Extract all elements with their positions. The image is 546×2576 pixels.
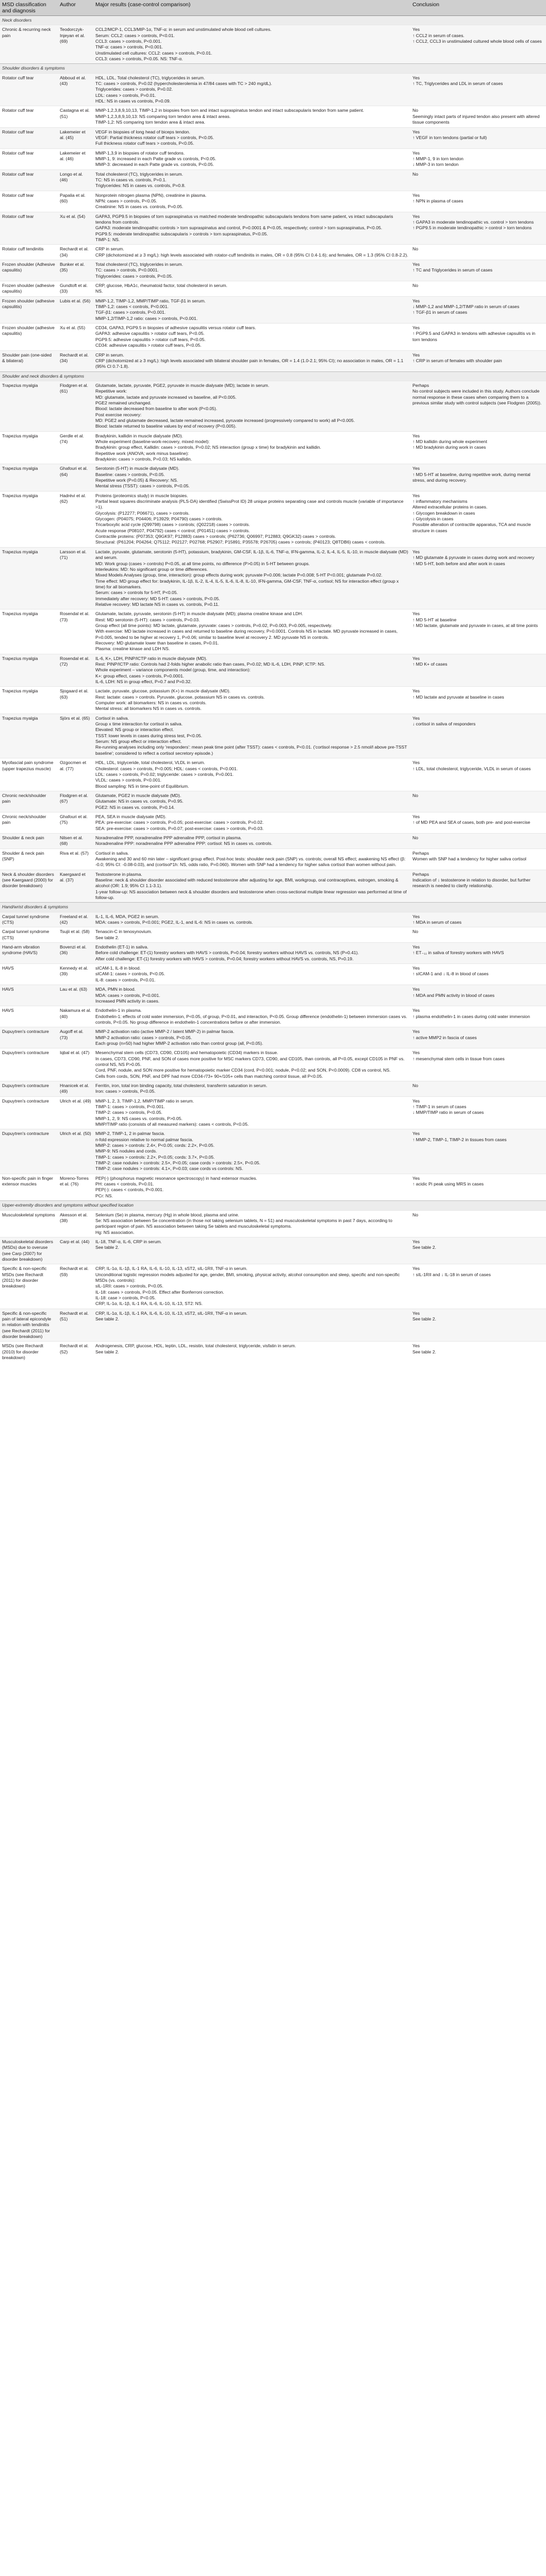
cell-results: sICAM-1, IL-8 in blood. sICAM-1: cases > controls, P<0.05. IL-8: cases > controls, P<0.01. [93,964,410,985]
section-row [0,371,546,381]
cell-conclusion: Yes ↑ MDA in serum of cases [410,912,546,927]
table-row [0,431,546,464]
cell-results: Serotonin (5-HT) in muscle dialysate (MD). Baseline: cases > controls, P<0.05. Repetitive work (P=0.05) & Recovery: NS. Mental stress (TSST): cases > controls, P<0.05. [93,464,410,491]
cell-conclusion: Yes ↑ MMP-2, TIMP-1, TIMP-2 in tissues from cases [410,1129,546,1174]
cell-classification: Myofascial pain syndrome (upper trapezius muscle) [0,758,58,791]
cell-classification: Rotator cuff tear [0,73,58,106]
cell-results: CRP in serum. CRP (dichotomized at ≥ 3 mg/L): high levels associated with bilateral shoulder pain in females, OR = 1.4 (1.0-2.1; 95% CI); no association in males, OR = 1.1 (95% CI 0.7-1.8). [93,350,410,371]
cell-author: Lau et al. (63) [58,985,93,1006]
cell-classification: Frozen shoulder (adhesive capsulitis) [0,324,58,350]
cell-results: CRP, glucose, HbA1c, rheumatoid factor, total cholesterol in serum. NS. [93,281,410,297]
cell-classification: Rotator cuff tear [0,127,58,148]
cell-results: Noradrenaline PPP, noradrenaline PPP adrenaline PPP, cortisol in plasma. Noradrenaline PPP: noradrenaline PPP adrenaline PPP: cortisol: NS in cases vs. controls. [93,833,410,849]
header-author: Author [58,0,93,16]
cell-author: Carp et al. (44) [58,1237,93,1264]
cell-classification: Trapezius myalgia [0,464,58,491]
cell-results: IL-1, IL-6, MDA, PGE2 in serum. MDA: cases > controls, P<0.001; PGE2, IL-1, and IL-6: NS in cases vs. controls. [93,912,410,927]
cell-classification: Musculoskeletal disorders (MSDs) due to overuse (see Carp (2007) for disorder breakdown) [0,1237,58,1264]
table-row [0,1342,546,1363]
cell-results: HDL, LDL, triglyceride, total cholesterol, VLDL in serum. Cholesterol: cases > controls, P<0.005; HDL: cases < controls, P<0.001. LDL: cases > controls, P=0.02; triglyceride: cases > controls, P=0.001. VLDL: cases > controls, P<0.001. Blood sampling: NS in time-point of Equilibrium. [93,758,410,791]
table-row [0,281,546,297]
cell-results: Proteins (proteomics study) in muscle biopsies. Partial least squares discriminate analysis (PLS-DA) identified (SwissProt ID) 28 unique proteins separating case and controls muscle (variable of importance >1). Glycolysis: (P12277; P06671), cases > controls. Glycogen: (P04075; P04406; P13929; P04790) cases > controls. Tricarboxylic acid cycle (Q99798) cases > controls; (Q02218) cases > controls. Acute response (P08107, P04792) cases < control; (P01451) cases > controls. Contractile proteins: (P07353; Q9GK97; P12883) cases > controls; (P62736; Q06997; P12883; Q9GK32) cases > controls. Structural: (P61204; P04264; Q75112; P02127; P02768; P52907; P15891; P35578; P26705) cases > controls; (P40123; Q8TDB6) cases < controls. [93,491,410,547]
cell-conclusion: Yes ↑ inflammatory mechanisms Altered extracellular proteins in cases. ↑ Glycogen breakdown in cases ↓ Glycolysis in cases Possible alteration of contractile apparatus, TCA and muscle structure in cases [410,491,546,547]
table-row [0,464,546,491]
cell-classification: Chronic & recurring neck pain [0,25,58,64]
cell-author: Teodorczyk-Injeyan et al. (69) [58,25,93,64]
table-row [0,833,546,849]
cell-classification: Dupuytren's contracture [0,1027,58,1048]
cell-results: CD34, GAPA3, PGP9.5 in biopsies of adhesive capsulitis versus rotator cuff tears. GAPA3: adhesive capsulitis > rotator cuff tears, P<0.05. PGP9.5: adhesive capsulitis > rotator cuff tears, P<0.05. CD34: adhesive capsulitis > rotator cuff tears, P<0.05. [93,324,410,350]
cell-author: Rechardt et al. (52) [58,1342,93,1363]
cell-classification: Shoulder pain (one-sided & bilateral) [0,350,58,371]
cell-results: MDA, PMN in blood. MDA: cases > controls, P<0.001. Increased PMN activity in cases. [93,985,410,1006]
cell-results: Glutamate, lactate, pyruvate, serotonin (5-HT) in muscle dialysate (MD); plasma creatine kinase and LDH. Rest: MD serotonin (5-HT): cases > controls, P=0.03. Group effect (all time points): MD lactate, glutamate, pyruvate: cases > controls, P=0.02, P=0.003, P=0.005, respectively. With exercise: MD lactate increased in cases and returned to baseline during recovery, P=0.0001. Controls NS in lactate. MD pyruvate increased in cases, P=0.005, tended to be higher at recovery 1, P=0.06; similar to baseline level at recovery 2. MD pyruvate NS in controls. Recovery: MD glutamate lower than baseline in cases, P=0.01. Plasma: creatine kinase and LDH NS. [93,609,410,654]
table-row [0,1174,546,1200]
section-row [0,16,546,25]
cell-results: Lactate, pyruvate, glutamate, serotonin (5-HT), potassium, bradykinin, GM-CSF, IL-1β, IL-6, TNF-α, IFN-gamma, IL-2, IL-4, IL-5, IL-10, in muscle dialysate (MD) and serum. MD: Work group (cases > controls) P<0.05, at all time points, no difference (P>0.05) in 5-HT between groups. Interleukins: MD: No significant group or time differences. Mixed Models Analyses (group, time, interaction): group effects during work; pyruvate P=0.006; lactate P=0.008; 5-HT P<0.001; glutamate P=0.02. Time effect: MD group effect for: bradykinin, IL-1β, IL-2, IL-4, IL-5, IL-6, IL-8, IL-10, IFN-gamma, GM-CSF, TNF-α, cortisol; NS for interaction effect (group x time) for all biomarkers. Serum: cases > controls for 5-HT, P<0.05. Immediately after recovery: MD 5-HT: cases > controls, P<0.05. Relative recovery: MD lactate NS in cases vs. controls, P=0.11. [93,547,410,609]
cell-classification: Trapezius myalgia [0,654,58,687]
cell-results: Tenascin-C in tenosynovium. See table 2. [93,927,410,943]
cell-results: MMP-2, TIMP-1, 2 in palmar fascia. n-fold expression relative to normal palmar fascia. MMP-2: cases > controls: 2.4×, P<0.05; cords: 2.2×, P<0.05. MMP-9: NS nodules and cords. TIMP-1: cases > controls: 2.2×, P<0.05; cords: 3.7×, P<0.05. TIMP-2: case nodules > controls: 2.5×, P<0.05; case cords > controls: 2.5×, P<0.05. TIMP-2: case nodules > controls: 4.1×, P=0.03; case cords vs controls: NS. [93,1129,410,1174]
table-row [0,1237,546,1264]
cell-results: CRP in serum. CRP (dichotomized at ≥ 3 mg/L): high levels associated with rotator-cuff tendinitis in males, OR = 0.8 (95% CI 0.4-1.6); and females, OR = 1.3 (95% CI 0.8-2.2). [93,245,410,260]
cell-classification: Specific & non-specific MSDs (see Rechardt (2011) for disorder breakdown) [0,1264,58,1309]
table-row [0,73,546,106]
cell-classification: Rotator cuff tear [0,106,58,127]
cell-classification: HAVS [0,985,58,1006]
cell-author: Tsujii et al. (58) [58,927,93,943]
cell-classification: Dupuytren's contracture [0,1048,58,1081]
table-row [0,25,546,64]
section-row [0,64,546,73]
cell-author: Hadrévi et al. (62) [58,491,93,547]
table-row [0,381,546,431]
cell-conclusion: Yes ↑ PGP9.5 and GAPA3 in tendons with adhesive capsulitis vs in torn tendons [410,324,546,350]
cell-results: GAPA3, PGP9.5 in biopsies of torn supraspinatus vs matched moderate tendinopathic subscapularis tendons from same patient, vs intact subscapularis tendons from controls. GAPA3: moderate tendinopathic controls > torn supraspinatus and control, P=0.0001 & P<0.05, respectively; control > torn supraspinatus, P<0.05. PGP9.5: moderate tendinopathic subscapularis > controls > torn supraspinatus, P<0.05. TIMP-1: NS. [93,212,410,245]
cell-author: Ozgocmen et al. (77) [58,758,93,791]
cell-author: Castagna et al. (51) [58,106,93,127]
table-row [0,1210,546,1237]
table-row [0,324,546,350]
section-row [0,1201,546,1210]
cell-author: Moreno-Torres et al. (76) [58,1174,93,1200]
cell-results: MMP-1, 2, 3, TIMP-1,2, MMP/TIMP ratio in serum. TIMP-1: cases > controls, P<0.001. TIMP-2: cases > controls, P<0.05. MMP-1, 2, 9: NS cases vs. controls, P>0.05. MMP/TIMP ratio (consists of all measured markers): cases < controls, P<0.05. [93,1096,410,1129]
cell-author: Kennedy et al. (39) [58,964,93,985]
cell-conclusion: Yes ↑ TIMP-1 in serum of cases ↓ MMP/TIMP ratio in serum of cases [410,1096,546,1129]
table-row [0,943,546,964]
table-row [0,654,546,687]
section-label: Shoulder and neck disorders & symptoms [0,371,546,381]
table-row [0,714,546,758]
header-classification: MSD classification and diagnosis [0,0,58,16]
cell-author: Lubis et al. (56) [58,296,93,323]
table-row [0,127,546,148]
cell-results: PEA, SEA in muscle dialysate (MD). PEA: pre-exercise: cases > controls, P=0.05; post-exercise: cases > controls, P=0.02. SEA: pre-exercise: cases > controls, P=0.07; post-exercise: cases > controls, P=0.03. [93,812,410,833]
cell-results: Androgenesis, CRP, glucose, HDL, leptin, LDL, resistin, total cholesterol, triglyceride, visfatin in serum. See table 2. [93,1342,410,1363]
cell-conclusion: Yes See table 2. [410,1342,546,1363]
table-row [0,849,546,870]
section-label: Hand/wrist disorders & symptoms [0,903,546,912]
cell-conclusion: Yes ↑ TC and Triglycerides in serum of cases [410,260,546,281]
table-row [0,1081,546,1096]
cell-conclusion: Yes ↑ MDA and PMN activity in blood of cases [410,985,546,1006]
cell-author: Iqbal et al. (47) [58,1048,93,1081]
cell-results: PEP(-) (phosphorus magnetic resonance spectroscopy) in hand extensor muscles. PH: cases < controls, P=0.01. PEP(-): cases < controls, P<0.001. PCr: NS. [93,1174,410,1200]
cell-author: Ulrich et al. (50) [58,1129,93,1174]
cell-conclusion: Yes ↑ NPN in plasma of cases [410,191,546,212]
cell-results: Lactate, pyruvate, glucose, potassium (K+) in muscle dialysate (MD). Rest: lactate: cases > controls. Pyruvate, glucose, potassium NS in cases vs. controls. Computer work: all biomarkers: NS in cases vs. controls. Mental stress: all biomarkers NS in cases vs. controls. [93,687,410,714]
table-row [0,1048,546,1081]
cell-results: CCL2/MCP-1, CCL3/MIP-1α, TNF-α: in serum and unstimulated whole blood cell cultures. Serum: CCL2: cases > controls, P<0.01. CCL3: cases > controls, P<0.001. TNF-α: cases > controls, P<0.001. Unstimulated cell cultures: CCL2: cases > controls, P<0.01. CCL3: cases > controls, P<0.05. NS: TNF-α. [93,25,410,64]
cell-conclusion: No [410,1210,546,1237]
cell-conclusion: No [410,927,546,943]
cell-classification: Shoulder & neck pain (SNP) [0,849,58,870]
table-row [0,212,546,245]
table-body [0,16,546,1363]
table-header-row [0,0,546,16]
cell-author: Rechardt et al. (51) [58,1309,93,1342]
cell-conclusion: No [410,1081,546,1096]
cell-author: Freeland et al. (42) [58,912,93,927]
table-row [0,148,546,170]
cell-conclusion: No [410,170,546,191]
table-row [0,1129,546,1174]
cell-classification: Rotator cuff tear [0,170,58,191]
cell-conclusion: Perhaps No control subjects were included in this study. Authors conclude normal response in these cases when comparing them to a previous similar study with control subjects (see Flodgren (2005)). [410,381,546,431]
cell-author: Papalia et al. (60) [58,191,93,212]
cell-results: MMP-1,3,9 in biopsies of rotator cuff tendons. MMP-1, 9: increased in each Patte grade vs controls, P<0.05. MMP-3: decreased in each Patte grade vs. controls, P<0.05. [93,148,410,170]
cell-results: Glutamate, lactate, pyruvate, PGE2, pyruvate in muscle dialysate (MD); lactate in serum. Repetitive work: MD: glutamate, lactate and pyruvate increased vs baseline, all P<0.005. PGE2 remained unchanged. Blood: lactate decreased from baseline to after work (P<0.05). Post exercise recovery: MD: PGE2 and glutamate decreased, lactate remained increased, pyruvate increased (progressively compared to work) all P<0.005. Blood: lactate returned to baseline values by end of recovery (P<0.005). [93,381,410,431]
section-row [0,903,546,912]
cell-results: Total cholesterol (TC), triglycerides in serum. TC: cases > controls, P<0.0001. Triglycerides: cases > controls, P<0.05. [93,260,410,281]
cell-results: Testosterone in plasma. Baseline: neck & shoulder disorder associated with reduced testosterone after adjusting for age, BMI, workgroup, oral contraceptives, estrogen, smoking & alcohol (OR: 1.9; 95% CI 1.1-3.1). 1-year follow-up: NS association between neck & shoulder disorders and testosterone when cross-sectional multiple linear regression was performed at time of follow-up. [93,870,410,903]
cell-classification: Trapezius myalgia [0,547,58,609]
cell-classification: Rotator cuff tear [0,212,58,245]
cell-conclusion: Yes ↑ MD K+ of cases [410,654,546,687]
cell-author: Riva et al. (57) [58,849,93,870]
cell-author: Sjörs et al. (65) [58,714,93,758]
cell-results: MMP-2 activation ratio (active MMP-2 / latent MMP-2) in palmar fascia. MMP-2 activation ratio: cases > controls, P<0.05. Each group (n=50) had higher MMP-2 activation ratio than control group (all, P<0.05). [93,1027,410,1048]
cell-conclusion: Yes ↑ MMP-1, 9 in torn tendon ↓ MMP-3 in torn tendon [410,148,546,170]
cell-conclusion: Yes ↑ ET₋₁₁ in saliva of forestry workers with HAVS [410,943,546,964]
cell-conclusion: Yes ↑ MD 5-HT at baseline, during repetitive work, during mental stress, and during recovery. [410,464,546,491]
cell-author: Lakemeier et al. (45) [58,127,93,148]
table-row [0,191,546,212]
table-row [0,296,546,323]
cell-classification: Frozen shoulder (adhesive capsulitis) [0,296,58,323]
cell-conclusion: Yes ↑ active MMP2 in fascia of cases [410,1027,546,1048]
table-row [0,547,546,609]
table-row [0,687,546,714]
cell-conclusion: Yes ↑ TC, Triglycerides and LDL in serum of cases [410,73,546,106]
cell-author: Lakemeier et al. (46) [58,148,93,170]
cell-author: Nakamura et al. (40) [58,1006,93,1027]
cell-classification: Frozen shoulder (adhesive capsulitis) [0,281,58,297]
table-row [0,985,546,1006]
cell-classification: Carpal tunnel syndrome (CTS) [0,912,58,927]
table-row [0,758,546,791]
section-label: Neck disorders [0,16,546,25]
cell-classification: Frozen shoulder (Adhesive capsulitis) [0,260,58,281]
cell-conclusion: Yes ↑ sIL-1RII and ↓ IL-18 in serum of cases [410,1264,546,1309]
cell-classification: Dupuytren's contracture [0,1096,58,1129]
cell-author: Nilsen et al. (68) [58,833,93,849]
cell-author: Rosendal et al. (73) [58,609,93,654]
table-row [0,964,546,985]
cell-classification: HAVS [0,964,58,985]
cell-results: HDL, LDL, Total cholesterol (TC), triglycerides in serum. TC: cases > controls, P=0.02 (hypercholesterolemia in 47/84 cases with TC > 240 mg/dL). Triglycerides: cases > controls, P=0.02. LDL: cases > controls, P=0.01. HDL: NS in cases vs controls, P=0.09. [93,73,410,106]
cell-author: Augoff et al. (73) [58,1027,93,1048]
cell-results: Mesenchymal stem cells (CD73, CD90, CD105) and hematopoietic (CD34) markers in tissue. In cases, CD73, CD90, PNF, and SON of cases more positive for MSC markers CD73, CD90, and CD105, than controls, all P<0.05, except CD105 in PNF vs. control NS, NS P>0.05. Cord, PNF, nodule, and SON more positive for hematopoietic marker CD34 (cord, P<0.001; nodule, P<0.02; and SON, P<0.0009). CD8 vs control, NS. Cells from cords, SON, PNF, and DPF had more CD34-/73+ 90+/105+ cells than matching control tissue, all P<0.05. [93,1048,410,1081]
cell-classification: Trapezius myalgia [0,687,58,714]
cell-conclusion: Yes ↑ GAPA3 in moderate tendinopathic vs. control > torn tendons ↑ PGP9.5 in moderate tendinopathic > control > torn tendons [410,212,546,245]
cell-results: Endothelin-1 in plasma. Endothelin-1: effects of cold water immersion, P<0.05, of group, P<0.01, and interaction, P<0.05. Group difference (endothelin-1) between immersion cases vs. controls, P<0.05. No group difference in endothelin-1 concentrations before or after immersion. [93,1006,410,1027]
cell-classification: Trapezius myalgia [0,491,58,547]
cell-author: Longo et al. (46) [58,170,93,191]
cell-results: Bradykinin, kallidin in muscle dialysate (MD). Whole experiment (baseline-work-recovery, mixed model): Bradykinin: group effect, Kallidin: cases > controls, P=0.02; NS interaction (group x time) for bradykinin and kallidin. Repetitive work (ANOVA; work minus baseline): Bradykinin: cases > controls, P=0.03; NS kallidin. [93,431,410,464]
cell-classification: Specific & non-specific pain of lateral epicondyle in relation with tendinitis (see Rechardt (2011) for disorder breakdown) [0,1309,58,1342]
cell-classification: Rotator cuff tear [0,191,58,212]
cell-conclusion: No Seemingly intact parts of injured tendon also present with altered tissue components [410,106,546,127]
cell-results: CRP, IL-1α, IL-1β, IL-1 RA, IL-6, IL-10, IL-13, sST2, sIL-1RII, TNF-α in serum. See table 2. [93,1309,410,1342]
table-row [0,1309,546,1342]
cell-author: Gundtoft et al. (33) [58,281,93,297]
cell-results: Nonprotein nitrogen plasma (NPN), creatinine in plasma. NPN: cases > controls, P<0.05. Creatinine: NS in cases vs. controls, P=0.05. [93,191,410,212]
cell-results: Glutamate, PGE2 in muscle dialysate (MD). Glutamate: NS in cases vs. controls, P=0.95. PGE2: NS in cases vs. controls, P=0.14. [93,791,410,812]
cell-classification: HAVS [0,1006,58,1027]
cell-classification: Non-specific pain in finger extensor muscles [0,1174,58,1200]
table-row [0,1027,546,1048]
cell-author: Hnanicek et al. (49) [58,1081,93,1096]
cell-classification: Chronic neck/shoulder pain [0,812,58,833]
cell-results: Cortisol in saliva. Group x time interaction for cortisol in saliva. Elevated: NS group or interaction effect. TSST: lower levels in cases during stress test, P<0.05. Serum: NS group effect or interaction effect. Re-running analyses including only 'responders': mean peak time point (after TSST): cases < controls, P<0.01. ('cortisol response > 2.5 nmol/l above pre-TSST baseline'; considered to reflect a cortisol secretory episode.) [93,714,410,758]
table-row [0,812,546,833]
cell-author: Kaergaard et al. (37) [58,870,93,903]
cell-results: MMP-1,2, TIMP-1,2, MMP/TIMP ratio, TGF-β1 in serum. TIMP-1,2: cases < controls, P<0.001. TGF-β1: cases > controls, P<0.001. MMP-1,2/TIMP-1,2 ratio: cases > controls, P<0.001. [93,296,410,323]
cell-results: IL-18, TNF-α, IL-6, CRP in serum. See table 2. [93,1237,410,1264]
cell-author: Rechardt et al. (59) [58,1264,93,1309]
cell-conclusion: No [410,791,546,812]
cell-conclusion: Perhaps Indication of ↓ testosterone in relation to disorder, but further research is needed to clarify relationship. [410,870,546,903]
table-row [0,1006,546,1027]
cell-results: Ferritin, iron, total iron binding capacity, total cholesterol, transferrin saturation in serum. Iron: cases > controls, P<0.05. [93,1081,410,1096]
cell-classification: Trapezius myalgia [0,609,58,654]
cell-author: Ulrich et al. (49) [58,1096,93,1129]
table-row [0,791,546,812]
table-row [0,491,546,547]
cell-author: Xu et al. (55) [58,324,93,350]
cell-results: MMP-1,2,3,8,9,10,13, TIMP-1,2 in biopsies from torn and intact supraspinatus tendon and intact subscapularis tendon from same patient. MMP-1,2,3,8,9,10,13: NS comparing torn tendon area & intact areas. TIMP-1,2: NS comparing torn tendon area & intact area. [93,106,410,127]
cell-conclusion: No [410,245,546,260]
cell-conclusion: Yes ↑ CCL2 in serum of cases. ↑ CCL2, CCL3 in unstimulated cultured whole blood cells of cases [410,25,546,64]
cell-results: VEGF in biopsies of long head of biceps tendon. VEGF: Partial thickness rotator cuff tears > controls, P<0.05. Full thickness rotator cuff tears > controls, P<0.05. [93,127,410,148]
cell-author: Rechardt et al. (34) [58,245,93,260]
cell-conclusion: Yes See table 2. [410,1309,546,1342]
cell-author: Flodgren et al. (61) [58,381,93,431]
cell-conclusion: Yes ↑ MD lactate and pyruvate at baseline in cases [410,687,546,714]
cell-conclusion: Yes ↑ VEGF in torn tendons (partial or full) [410,127,546,148]
cell-conclusion: Yes ↑ mesenchymal stem cells in tissue from cases [410,1048,546,1081]
cell-results: CRP, IL-1α, IL-1β, IL-1 RA, IL-6, IL-10, IL-13, sST2, sIL-1RII, TNF-α in serum. Unconditional logistic regression models adjusted for age, gender, BMI, smoking, physical activity, alcohol consumption and sleep, specific and non-specific MSDs (vs. controls): sIL-1RII: cases > controls, P<0.05. IL-18: cases > controls, P<0.05. Effect after Bonferroni correction. IL-18: case > controls, P<0.05. CRP, IL-1α, IL-1β, IL-1 RA, IL-6, IL-10, IL-13, ST2: NS. [93,1264,410,1309]
section-label: Upper-extremity disorders and symptoms without specified location [0,1201,546,1210]
table-row [0,1096,546,1129]
table-row [0,912,546,927]
cell-author: Akesson et al. (38) [58,1210,93,1237]
cell-conclusion: Yes ↑ sICAM-1 and ↓ IL-8 in blood of cases [410,964,546,985]
table-row [0,350,546,371]
cell-classification: MSDs (see Rechardt (2010) for disorder breakdown) [0,1342,58,1363]
cell-conclusion: No [410,833,546,849]
cell-classification: Trapezius myalgia [0,381,58,431]
cell-results: Endothelin (ET-1) in saliva. Before cold challenge: ET-(1) forestry workers with HAVS > controls, P=0.04; forestry workers without HAVS vs. controls, NS (P=0.41). After cold challenge: ET-(1) forestry workers with HAVS > controls, P=0.04; forestry workers without HAVS vs. controls, NS, P=0.19. [93,943,410,964]
cell-results: Total cholesterol (TC), triglycerides in serum. TC: NS in cases vs. controls, P=0.1. Triglycerides: NS in cases vs. controls, P=0.8. [93,170,410,191]
cell-conclusion: Yes ↑ acidic Pi peak using MRS in cases [410,1174,546,1200]
cell-author: Sjogaard et al. (63) [58,687,93,714]
cell-conclusion: Yes ↓ cortisol in saliva of responders [410,714,546,758]
table-row [0,245,546,260]
cell-classification: Trapezius myalgia [0,714,58,758]
cell-author: Ghafouri et al. (64) [58,464,93,491]
cell-conclusion: No [410,281,546,297]
cell-classification: Trapezius myalgia [0,431,58,464]
cell-conclusion: Yes ↑ MD 5-HT at baseline ↑ MD lactate, glutamate and pyruvate in cases, at all time points [410,609,546,654]
cell-conclusion: Yes ↑ plasma endothelin-1 in cases during cold water immersion [410,1006,546,1027]
cell-results: IL-6, K+, LDH, PINP/ICTP ratio in muscle dialysate (MD). Rest: PINP/ICTP ratio: Controls had 2-folds higher anabolic ratio than cases, P=0.02; MD IL-6, LDH, PINP, ICTP: NS. Whole experiment – variance components model (group, time, and interaction): K+: group effect, cases > controls, P=0.0001. IL-6, LDH: NS in group effect, P=0.7 and P=0.32. [93,654,410,687]
cell-classification: Musculoskeletal symptoms [0,1210,58,1237]
cell-author: Rechardt et al. (34) [58,350,93,371]
header-results: Major results (case-control comparison) [93,0,410,16]
cell-conclusion: Yes ↑ of MD PEA and SEA of cases, both pre- and post-exercise [410,812,546,833]
cell-author: Ghafouri et al. (75) [58,812,93,833]
cell-author: Abboud et al. (43) [58,73,93,106]
cell-classification: Carpal tunnel syndrome (CTS) [0,927,58,943]
cell-author: Flodgren et al. (67) [58,791,93,812]
cell-classification: Rotator cuff tear [0,148,58,170]
cell-classification: Chronic neck/shoulder pain [0,791,58,812]
cell-author: Xu et al. (54) [58,212,93,245]
header-conclusion: Conclusion [410,0,546,16]
cell-classification: Rotator cuff tendinitis [0,245,58,260]
cell-conclusion: Yes ↑ MD kallidin during whole experiment ↑ MD bradykinin during work in cases [410,431,546,464]
cell-conclusion: Yes ↓ MMP-1,2 and MMP-1,2/TIMP ratio in serum of cases ↑ TGF-β1 in serum of cases [410,296,546,323]
cell-results: Selenium (Se) in plasma, mercury (Hg) in whole blood, plasma and urine. Se: NS association between Se concentration (in those not taking selenium tablets, N = 51) and musculoskeletal symptoms in past 7 days, according to participant region of pain. NS association between taking Se tablets and musculoskeletal symptoms. Hg: NS association. [93,1210,410,1237]
cell-conclusion: Yes See table 2. [410,1237,546,1264]
section-label: Shoulder disorders & symptoms [0,64,546,73]
table-row [0,870,546,903]
cell-conclusion: Yes ↑ MD glutamate & pyruvate in cases during work and recovery ↑ MD 5-HT, both before and after work in cases [410,547,546,609]
cell-classification: Neck & shoulder disorders (see Kaergaard (2000) for disorder breakdown) [0,870,58,903]
cell-classification: Shoulder & neck pain [0,833,58,849]
cell-author: Larsson et al. (71) [58,547,93,609]
cell-conclusion: Yes ↑ LDL, total cholesterol, triglyceride, VLDL in serum of cases [410,758,546,791]
cell-conclusion: Yes ↑ CRP in serum of females with shoulder pain [410,350,546,371]
cell-author: Rosendal et al. (72) [58,654,93,687]
cell-results: Cortisol in saliva. Awakening and 30 and 60 min later – significant group effect. Post-hoc tests: shoulder neck pain (SNP) vs. controls; overall NS effect; awakening NS effect (β: -0.0; 95% CI: -0.08-0.03), and (cortisol*1h: NS, odds ratio, P=0.060). Women with SNP had a tendency for higher saliva cortisol than women without pain. [93,849,410,870]
cell-classification: Dupuytren's contracture [0,1081,58,1096]
table-row [0,609,546,654]
table-row [0,260,546,281]
table-row [0,106,546,127]
table-row [0,1264,546,1309]
cell-author: Bunker et al. (35) [58,260,93,281]
cell-conclusion: Perhaps Women with SNP had a tendency for higher saliva cortisol [410,849,546,870]
cell-author: Gerdle et al. (74) [58,431,93,464]
cell-classification: Dupuytren's contracture [0,1129,58,1174]
table-row [0,927,546,943]
cell-classification: Hand-arm vibration syndrome (HAVS) [0,943,58,964]
cell-author: Bovenzi et al. (36) [58,943,93,964]
table-row [0,170,546,191]
